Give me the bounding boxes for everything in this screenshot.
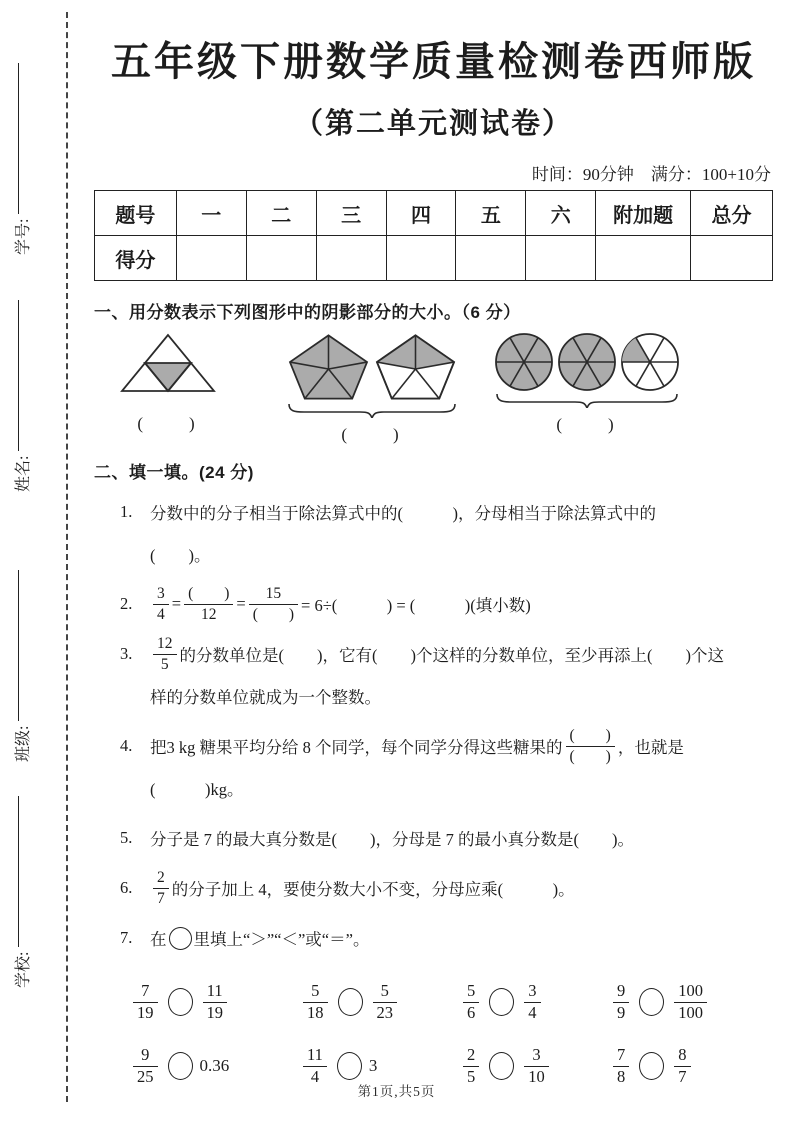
section-2-heading: 二、填一填。(24 分): [94, 463, 254, 482]
text-run: =: [171, 594, 182, 613]
fraction: [249, 584, 298, 624]
paper-subtitle: （第二单元测试卷）: [293, 108, 573, 140]
question-number: 2.: [120, 594, 133, 613]
fraction-denominator: ( ): [569, 747, 611, 765]
fraction-denominator: 5: [467, 1066, 476, 1086]
fraction-denominator: 25: [137, 1066, 154, 1086]
comparison-circle: [639, 988, 664, 1016]
student-id-label: 学号:: [14, 218, 32, 255]
text-run: 的分子加上 4，要使分数大小不变，分母应乘( )。: [171, 880, 575, 899]
fraction-denominator: 5: [160, 655, 169, 673]
student-name-blank-line: [18, 300, 19, 451]
comparison-circle: [639, 1052, 664, 1080]
question-number: 7.: [120, 928, 133, 947]
text-run: 分子是 7 的最大真分数是( )，分母是 7 的最小真分数是( )。: [150, 830, 634, 849]
fraction-numerator: ( ): [184, 584, 233, 604]
score-row-label: 得分: [95, 236, 177, 281]
score-table-header-cell: 一: [176, 191, 246, 236]
score-table-header-cell: 总分: [691, 191, 773, 236]
cut-dashed-line: [66, 12, 68, 1102]
question-4: [94, 725, 773, 809]
score-cell: [526, 236, 596, 281]
score-table-score-row: [95, 236, 773, 281]
text-run: 分数中的分子相当于除法算式中的( )，分母相当于除法算式中的: [150, 504, 656, 523]
text-run: =: [236, 594, 246, 613]
fraction-denominator: 100: [678, 1002, 703, 1022]
fraction-numerator: 9: [613, 981, 629, 1003]
comparison-item: [460, 981, 610, 1023]
fraction-numerator: 3: [524, 1045, 549, 1067]
question-number: 1.: [120, 502, 133, 521]
student-name-field: [8, 300, 34, 492]
comparison-circle: [168, 1052, 193, 1080]
question-3: [94, 633, 773, 717]
question-line: [120, 725, 773, 767]
fraction-numerator: 5: [463, 981, 479, 1003]
score-cell: [596, 236, 691, 281]
circle-shaded-one-sixth: [620, 332, 680, 392]
comparison-circle: [489, 1052, 514, 1080]
text-run: 在: [150, 930, 167, 949]
class-field: [8, 570, 34, 762]
time-score-info: 时间：90分钟 满分：100+10分: [531, 165, 771, 184]
question-number: 6.: [120, 878, 133, 897]
question-1: [94, 491, 773, 575]
triangle-answer-blank: ( ): [137, 414, 199, 433]
student-id-field: [8, 63, 34, 255]
fraction-numerator: 2: [463, 1045, 479, 1067]
fraction-numerator: 2: [153, 868, 169, 888]
question-number: 5.: [120, 828, 133, 847]
fraction-denominator: ( ): [252, 605, 295, 623]
question-line: [120, 867, 773, 909]
answer-circle: [169, 927, 192, 950]
fill-in-questions: [94, 491, 773, 959]
fraction: [303, 981, 328, 1023]
fraction: [373, 981, 398, 1023]
fraction-denominator: 12: [200, 605, 217, 623]
fraction: [184, 584, 233, 624]
circle-shaded-full-2: [557, 332, 617, 392]
fraction-denominator: 19: [137, 1002, 154, 1022]
question-5: [94, 817, 773, 859]
student-id-blank-line: [18, 63, 19, 214]
circles-answer-blank: ( ): [556, 415, 618, 434]
score-table-header-cell: 二: [246, 191, 316, 236]
section-1-figures: [94, 332, 773, 444]
fraction-denominator: 4: [157, 605, 165, 623]
fraction-numerator: 9: [133, 1045, 158, 1067]
question-line: [120, 633, 773, 675]
underbrace-icon: [494, 393, 680, 408]
pentagon-shaded-two: [373, 332, 458, 402]
fraction: [463, 981, 479, 1023]
question-number: 3.: [120, 644, 133, 663]
fraction-numerator: 5: [373, 981, 398, 1003]
school-label: 学校:: [14, 951, 32, 988]
triangle-diagram: [118, 332, 218, 394]
fraction-numerator: 7: [133, 981, 158, 1003]
class-blank-line: [18, 570, 19, 721]
text-run: 样的分数单位就成为一个整数。: [150, 688, 381, 707]
page-footer: 第1页,共5页: [357, 1084, 436, 1099]
score-cell: [246, 236, 316, 281]
fraction-numerator: 7: [613, 1045, 629, 1067]
fraction-numerator: 15: [249, 584, 298, 604]
fraction-numerator: 12: [153, 634, 177, 654]
fraction-denominator: 10: [528, 1066, 545, 1086]
score-table-header-cell: 五: [456, 191, 526, 236]
number-text: 3: [368, 1056, 378, 1076]
fraction-numerator: ( ): [566, 726, 615, 746]
fraction: [674, 981, 707, 1023]
number-text: 0.36: [199, 1056, 230, 1076]
circles-figure: [494, 332, 680, 435]
comparison-item: [130, 981, 300, 1023]
fraction: [524, 981, 540, 1023]
question-2: [94, 583, 773, 625]
comparison-circle: [489, 988, 514, 1016]
question-line: [120, 817, 773, 859]
fraction-denominator: 4: [528, 1002, 537, 1022]
fraction-numerator: 3: [153, 584, 169, 604]
paper-title: 五年级下册数学质量检测卷西师版: [111, 39, 756, 84]
score-table-header-cell: 附加题: [596, 191, 691, 236]
fraction-denominator: 4: [310, 1066, 320, 1086]
question-6: [94, 867, 773, 909]
fraction-numerator: 11: [303, 1045, 327, 1067]
comparison-circle: [337, 1052, 362, 1080]
comparison-item: [300, 981, 460, 1023]
question-line: [150, 675, 773, 717]
fraction: [566, 726, 615, 766]
school-blank-line: [18, 796, 19, 947]
school-field: [8, 796, 34, 988]
fraction: [133, 981, 158, 1023]
triangle-figure: [118, 332, 218, 434]
fraction-denominator: 7: [678, 1066, 687, 1086]
score-table-header-row: [95, 191, 773, 236]
text-run: 的分数单位是( )，它有( )个这样的分数单位，至少再添上( )个这: [179, 646, 724, 665]
text-run: ，也就是: [617, 738, 684, 757]
text-run: = 6÷( ) = ( )(填小数): [301, 596, 531, 615]
question-line: [150, 767, 773, 809]
fraction-numerator: 5: [303, 981, 328, 1003]
score-table-header-cell: 题号: [95, 191, 177, 236]
student-name-label: 姓名:: [14, 455, 32, 492]
text-run: ( )kg。: [150, 780, 244, 799]
score-cell: [691, 236, 773, 281]
fraction-denominator: 23: [376, 1002, 393, 1022]
comparison-circle: [168, 988, 193, 1016]
fraction: [153, 634, 177, 674]
fraction-numerator: 3: [524, 981, 540, 1003]
score-cell: [386, 236, 456, 281]
comparison-circle: [338, 988, 363, 1016]
underbrace-icon: [286, 403, 458, 418]
score-cell: [176, 236, 246, 281]
score-table-header-cell: 三: [316, 191, 386, 236]
fraction-numerator: 11: [203, 981, 228, 1003]
text-run: 里填上“＞”“＜”或“＝”。: [193, 930, 370, 949]
pentagons-answer-blank: ( ): [341, 425, 403, 444]
fraction: [153, 584, 169, 624]
class-label: 班级:: [14, 725, 32, 762]
comparison-row: [94, 981, 773, 1023]
section-1-heading: 一、用分数表示下列图形中的阴影部分的大小。（6 分）: [94, 303, 521, 322]
fraction-denominator: 19: [206, 1002, 223, 1022]
question-line: [120, 491, 773, 533]
comparison-item: [610, 981, 710, 1023]
fraction-denominator: 7: [157, 889, 165, 907]
score-table-header-cell: 四: [386, 191, 456, 236]
fraction: [153, 868, 169, 908]
score-cell: [316, 236, 386, 281]
fraction-denominator: 6: [467, 1002, 476, 1022]
fraction: [613, 981, 629, 1023]
question-line: [120, 917, 773, 959]
question-7: [94, 917, 773, 959]
question-number: 4.: [120, 736, 133, 755]
question-line: [120, 583, 773, 625]
pentagon-shaded-full: [286, 332, 371, 402]
comparison-grid: [94, 981, 773, 1088]
paper-content: [94, 0, 773, 1088]
fraction-numerator: 100: [674, 981, 707, 1003]
circle-shaded-full-1: [494, 332, 554, 392]
score-table-header-cell: 六: [526, 191, 596, 236]
fraction-numerator: 8: [674, 1045, 690, 1067]
text-run: 把3 kg 糖果平均分给 8 个同学，每个同学分得这些糖果的: [150, 738, 563, 757]
fraction-denominator: 9: [617, 1002, 626, 1022]
fraction: [203, 981, 228, 1023]
fraction-denominator: 18: [307, 1002, 324, 1022]
score-table: [94, 190, 773, 281]
fraction-denominator: 8: [617, 1066, 626, 1086]
score-cell: [456, 236, 526, 281]
question-line: [150, 533, 773, 575]
text-run: ( )。: [150, 546, 211, 565]
pentagons-figure: [286, 332, 458, 445]
